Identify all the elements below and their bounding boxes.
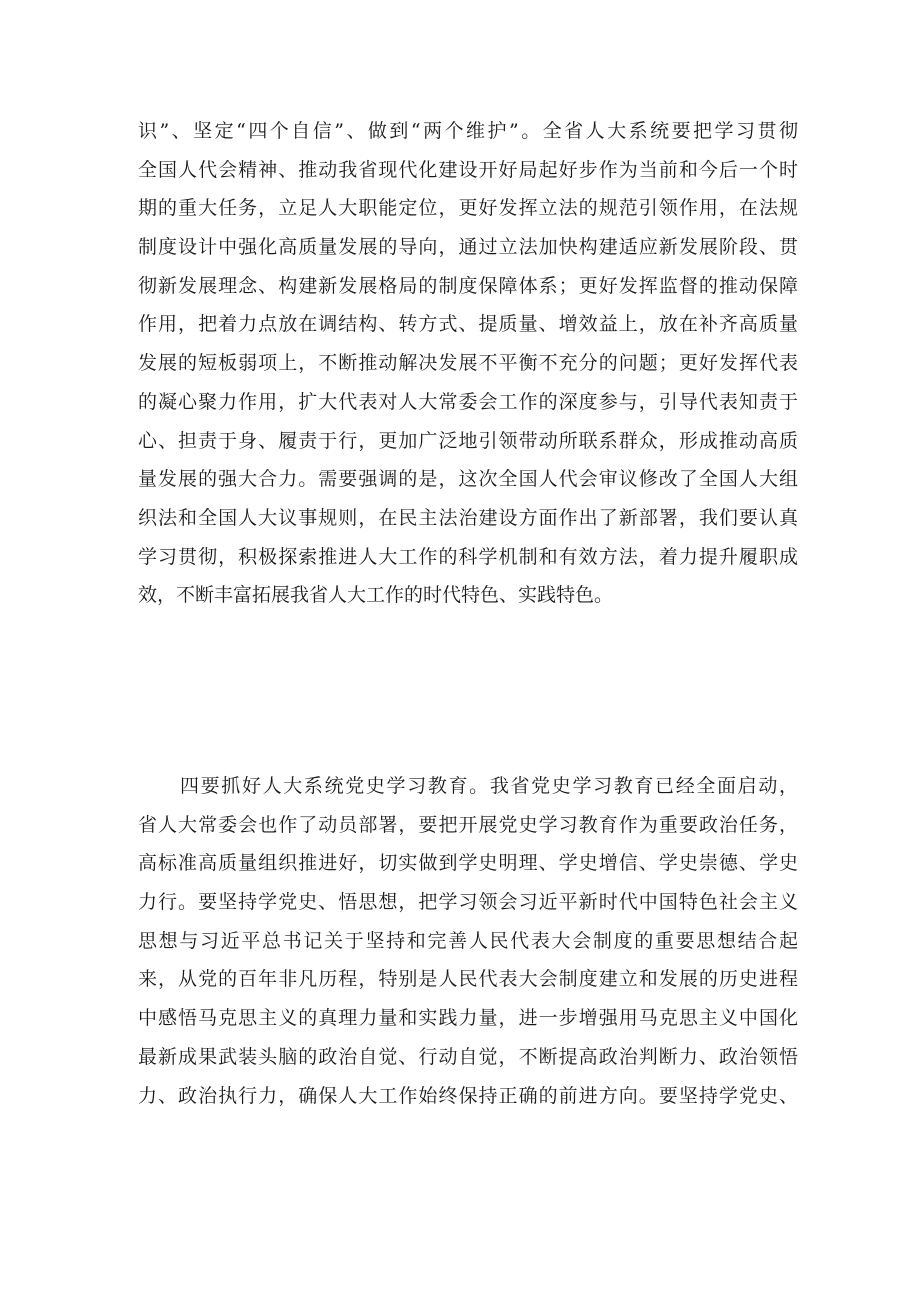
text-line: 心、担责于身、履责于行，更加广泛地引领带动所联系群众，形成推动高质	[138, 429, 798, 452]
text-line: 来，从党的百年非凡历程，特别是人民代表大会制度建立和发展的历史进程	[138, 968, 798, 991]
text-line: 思想与习近平总书记关于坚持和完善人民代表大会制度的重要思想结合起	[138, 929, 798, 952]
text-line: 期的重大任务，立足人大职能定位，更好发挥立法的规范引领作用，在法规	[138, 197, 798, 220]
text-line: 量发展的强大合力。需要强调的是，这次全国人代会审议修改了全国人大组	[138, 468, 798, 491]
text-line: 制度设计中强化高质量发展的导向，通过立法加快构建适应新发展阶段、贯	[138, 236, 798, 259]
text-line: 四要抓好人大系统党史学习教育。我省党史学习教育已经全面启动，	[180, 775, 798, 797]
text-line: 的凝心聚力作用，扩大代表对人大常委会工作的深度参与，引导代表知责于	[138, 390, 798, 413]
text-line: 力、政治执行力，确保人大工作始终保持正确的前进方向。要坚持学党史、	[138, 1084, 798, 1107]
text-line: 力行。要坚持学党史、悟思想，把学习领会习近平新时代中国特色社会主义	[138, 891, 798, 914]
text-line: 省人大常委会也作了动员部署，要把开展党史学习教育作为重要政治任务，	[138, 813, 798, 836]
paragraph-2	[138, 767, 798, 1115]
text-line: 作用，把着力点放在调结构、转方式、提质量、增效益上，放在补齐高质量	[138, 313, 798, 336]
text-line: 学习贯彻，积极探索推进人大工作的科学机制和有效方法，着力提升履职成	[138, 545, 798, 568]
text-line: 最新成果武装头脑的政治自觉、行动自觉，不断提高政治判断力、政治领悟	[138, 1045, 798, 1068]
text-line: 织法和全国人大议事规则，在民主法治建设方面作出了新部署，我们要认真	[138, 506, 798, 529]
text-line: 发展的短板弱项上，不断推动解决发展不平衡不充分的问题；更好发挥代表	[138, 352, 798, 375]
text-line: 彻新发展理念、构建新发展格局的制度保障体系；更好发挥监督的推动保障	[138, 274, 798, 297]
text-line: 识”、坚定“四个自信”、做到“两个维护”。全省人大系统要把学习贯彻	[138, 120, 798, 142]
text-line: 高标准高质量组织推进好，切实做到学史明理、学史增信、学史崇德、学史	[138, 852, 798, 875]
text-line: 中感悟马克思主义的真理力量和实践力量，进一步增强用马克思主义中国化	[138, 1007, 798, 1030]
paragraph-1	[138, 112, 798, 615]
text-line: 全国人代会精神、推动我省现代化建设开好局起好步作为当前和今后一个时	[138, 158, 798, 181]
text-line: 效，不断丰富拓展我省人大工作的时代特色、实践特色。	[138, 584, 614, 607]
